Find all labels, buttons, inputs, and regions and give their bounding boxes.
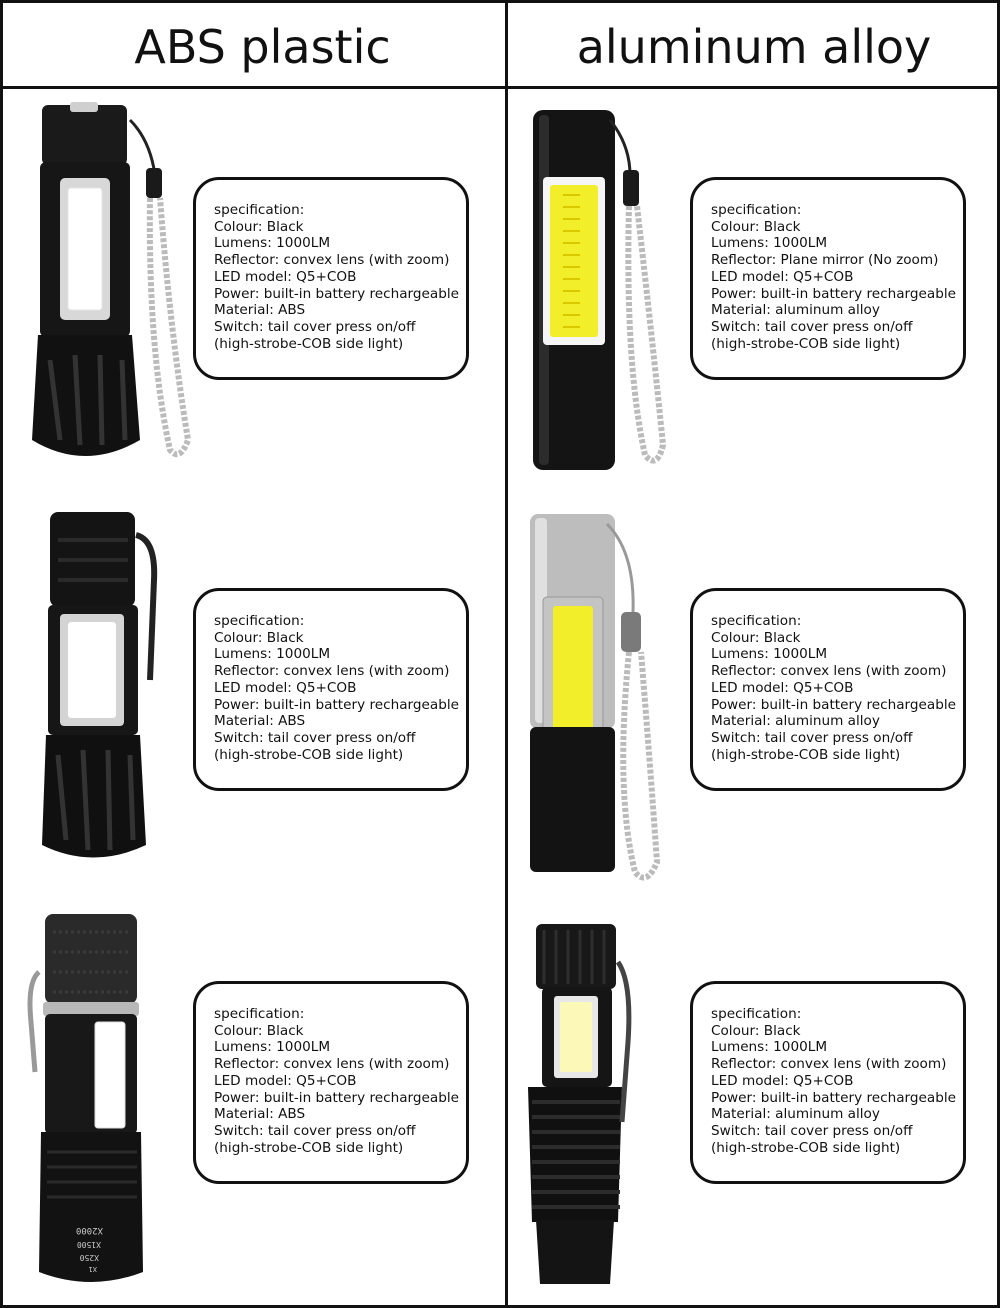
spec-line: Colour: Black: [214, 1022, 304, 1039]
spec-line: Power: built-in battery rechargeable: [711, 696, 956, 713]
spec-line: specification:: [214, 613, 305, 629]
spec-card-aluminum-2: [690, 588, 966, 791]
spec-line: Lumens: 1000LM: [711, 235, 828, 252]
spec-card-abs-2: [193, 588, 469, 791]
header-divider: [0, 86, 1000, 89]
spec-line: LED model: Q5+COB: [711, 1072, 854, 1089]
spec-line: (high-strobe-COB side light): [214, 1139, 404, 1156]
spec-card-abs-3: [193, 981, 469, 1184]
zoom-label-x1500: X1500: [76, 1240, 101, 1249]
flashlight-photo-abs-1: [30, 100, 200, 470]
zoom-label-x250: X250: [79, 1253, 99, 1262]
spec-line: Colour: Black: [711, 218, 801, 235]
spec-line: Lumens: 1000LM: [214, 235, 331, 252]
header-abs-plastic: ABS plastic: [134, 20, 391, 74]
spec-line: Switch: tail cover press on/off: [214, 729, 416, 746]
zoom-label-x1: X1: [88, 1265, 97, 1273]
spec-line: specification:: [214, 202, 305, 218]
spec-line: (high-strobe-COB side light): [711, 335, 901, 352]
spec-line: Switch: tail cover press on/off: [711, 1122, 913, 1139]
spec-line: specification:: [711, 613, 802, 629]
spec-line: specification:: [214, 1006, 305, 1022]
spec-line: LED model: Q5+COB: [214, 679, 357, 696]
spec-line: LED model: Q5+COB: [711, 268, 854, 285]
spec-line: Switch: tail cover press on/off: [214, 318, 416, 335]
spec-line: Reflector: convex lens (with zoom): [214, 1056, 450, 1073]
spec-card-aluminum-3: [690, 981, 966, 1184]
zoom-label-x2000: X2000: [75, 1225, 103, 1235]
flashlight-photo-abs-2: [38, 510, 168, 870]
spec-line: Reflector: convex lens (with zoom): [214, 663, 450, 680]
spec-line: Power: built-in battery rechargeable: [214, 1089, 459, 1106]
spec-line: Reflector: convex lens (with zoom): [711, 663, 947, 680]
spec-line: (high-strobe-COB side light): [214, 746, 404, 763]
flashlight-photo-aluminum-1: [525, 105, 675, 475]
spec-line: (high-strobe-COB side light): [214, 335, 404, 352]
spec-line: Power: built-in battery rechargeable: [711, 285, 956, 302]
column-divider: [505, 0, 508, 1308]
spec-line: LED model: Q5+COB: [214, 268, 357, 285]
spec-line: Switch: tail cover press on/off: [711, 318, 913, 335]
spec-card-aluminum-1: [690, 177, 966, 380]
spec-line: Lumens: 1000LM: [214, 1039, 331, 1056]
spec-line: Reflector: convex lens (with zoom): [214, 252, 450, 269]
spec-line: Material: ABS: [214, 302, 306, 319]
spec-line: Material: ABS: [214, 1106, 306, 1123]
spec-line: Power: built-in battery rechargeable: [214, 696, 459, 713]
spec-line: Power: built-in battery rechargeable: [711, 1089, 956, 1106]
flashlight-photo-abs-3: [25, 912, 155, 1292]
spec-line: Colour: Black: [214, 218, 304, 235]
spec-line: LED model: Q5+COB: [711, 679, 854, 696]
spec-line: Material: aluminum alloy: [711, 302, 880, 319]
header-aluminum-alloy: aluminum alloy: [576, 20, 932, 74]
flashlight-photo-aluminum-2: [525, 512, 675, 887]
spec-line: (high-strobe-COB side light): [711, 746, 901, 763]
spec-line: Switch: tail cover press on/off: [711, 729, 913, 746]
spec-line: Lumens: 1000LM: [711, 1039, 828, 1056]
spec-line: Lumens: 1000LM: [214, 646, 331, 663]
flashlight-photo-aluminum-3: [522, 922, 642, 1292]
spec-line: Colour: Black: [214, 629, 304, 646]
spec-line: Colour: Black: [711, 629, 801, 646]
spec-line: Switch: tail cover press on/off: [214, 1122, 416, 1139]
spec-line: Lumens: 1000LM: [711, 646, 828, 663]
spec-line: Material: aluminum alloy: [711, 713, 880, 730]
spec-line: Material: aluminum alloy: [711, 1106, 880, 1123]
spec-line: Reflector: Plane mirror (No zoom): [711, 252, 939, 269]
spec-card-abs-1: [193, 177, 469, 380]
spec-line: Power: built-in battery rechargeable: [214, 285, 459, 302]
spec-line: LED model: Q5+COB: [214, 1072, 357, 1089]
spec-line: specification:: [711, 1006, 802, 1022]
spec-line: (high-strobe-COB side light): [711, 1139, 901, 1156]
spec-line: Colour: Black: [711, 1022, 801, 1039]
spec-line: Material: ABS: [214, 713, 306, 730]
spec-line: Reflector: convex lens (with zoom): [711, 1056, 947, 1073]
spec-line: specification:: [711, 202, 802, 218]
